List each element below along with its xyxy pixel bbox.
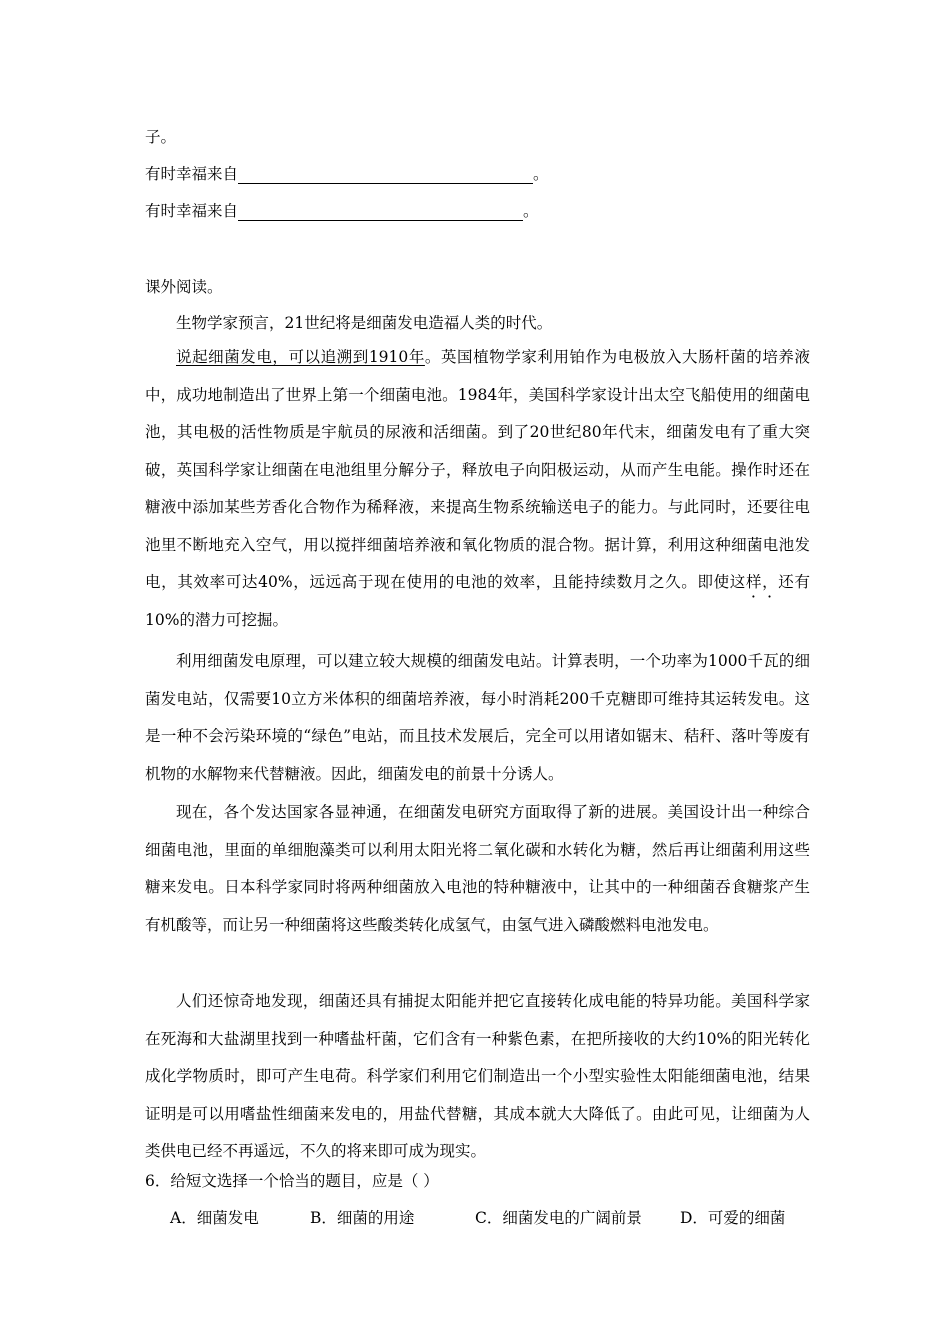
blank-prefix: 有时幸福来自 xyxy=(145,165,239,183)
option-c[interactable]: C．细菌发电的广阔前景 xyxy=(475,1209,642,1227)
paragraph-1 xyxy=(145,339,810,639)
question-6: 6．给短文选择一个恰当的题目，应是（ ） xyxy=(145,1172,439,1190)
section-title: 课外阅读。 xyxy=(145,278,223,296)
dotted-char: 这 xyxy=(729,573,746,591)
blank-line-2 xyxy=(145,199,539,221)
paragraph-3: 现在，各个发达国家各显神通，在细菌发电研究方面取得了新的进展。美国设计出一种综合细菌电池，里面的单细胞藻类可以利用太阳光将二氧化碳和水转化为糖，然后再让细菌利用这些糖来发电。日本科学家同时将两种细菌放入电池的特种糖液中，让其中的一种细菌吞食糖浆产生有机酸等，而让另一种细菌将这些酸类转化成氢气，由氢气进入磷酸燃料电池发电。 xyxy=(145,803,810,934)
paragraph-text: ，还有10%的潜力可挖掘。 xyxy=(145,573,810,629)
intro-paragraph: 生物学家预言，21世纪将是细菌发电造福人类的时代。 xyxy=(176,314,553,332)
paragraph-2: 利用细菌发电原理，可以建立较大规模的细菌发电站。计算表明，一个功率为1000千瓦的细菌发电站，仅需要10立方米体积的细菌培养液，每小时消耗200千克糖即可维持其运转发电。这是一种不会污染环境的“绿色”电站，而且技术发展后，完全可以用诸如锯末、秸秆、落叶等废有机物的水解物来代替糖液。因此，细菌发电的前景十分诱人。 xyxy=(145,652,810,783)
answer-blank[interactable] xyxy=(238,165,533,184)
option-a[interactable]: A．细菌发电 xyxy=(170,1209,259,1227)
paragraph-text: 。英国植物学家利用铂作为电极放入大肠杆菌的培养液中，成功地制造出了世界上第一个细菌电池。1984年，美国科学家设计出太空飞船使用的细菌电池，其电极的活性物质是宇航员的尿液和活细菌。到了20世纪80年代末，细菌发电有了重大突破，英国科学家让细菌在电池组里分解分子，释放电子向阳极运动，从而产生电能。操作时还在糖液中添加某些芳香化合物作为稀释液，来提高生物系统输送电子的能力。与此同时，还要往电池里不断地充入空气，用以搅拌细菌培养液和氧化物质的混合物。据计算，利用这种细菌电池发电，其效率可达40%，远远高于现在使用的电池的效率，且能持续数月之久。即使 xyxy=(145,348,810,591)
blank-line-1 xyxy=(145,162,549,184)
dotted-char: 样 xyxy=(745,573,763,591)
underlined-sentence: 说起细菌发电，可以追溯到1910年 xyxy=(176,348,425,366)
answer-blank[interactable] xyxy=(238,202,523,221)
blank-suffix: 。 xyxy=(523,202,539,220)
option-b[interactable]: B．细菌的用途 xyxy=(310,1209,415,1227)
top-fragment: 子。 xyxy=(145,128,177,146)
paragraph-4: 人们还惊奇地发现，细菌还具有捕捉太阳能并把它直接转化成电能的特异功能。美国科学家在死海和大盐湖里找到一种嗜盐杆菌，它们含有一种紫色素，在把所接收的大约10%的阳光转化成化学物质时，即可产生电荷。科学家们利用它们制造出一个小型实验性太阳能细菌电池，结果证明是可以用嗜盐性细菌来发电的，用盐代替糖，其成本就大大降低了。由此可见，让细菌为人类供电已经不再遥远，不久的将来即可成为现实。 xyxy=(145,992,810,1160)
option-d[interactable]: D．可爱的细菌 xyxy=(680,1209,786,1227)
blank-prefix: 有时幸福来自 xyxy=(145,202,239,220)
blank-suffix: 。 xyxy=(533,165,549,183)
